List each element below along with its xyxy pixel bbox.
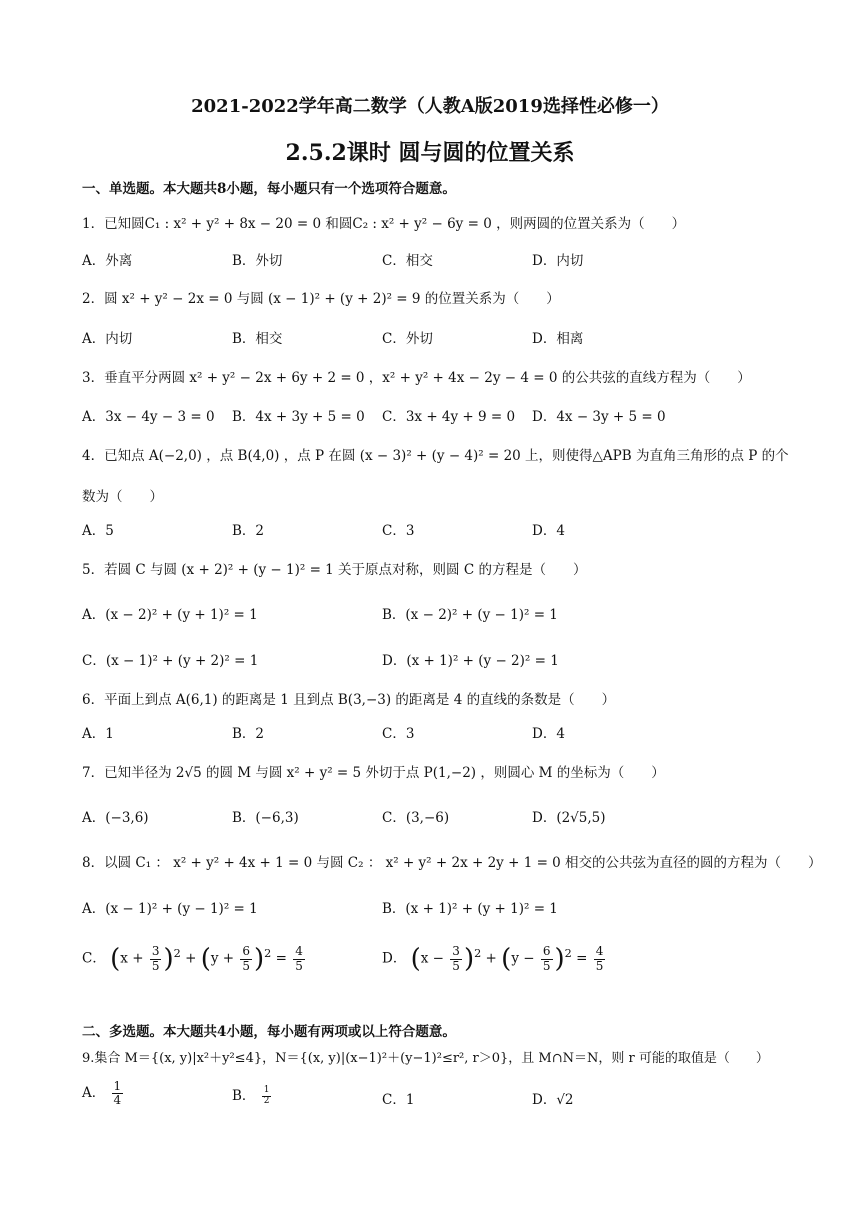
option-b: B．(x + 1)² + (y + 1)² = 1 [382,901,558,917]
question-6-stem: 6．平面上到点 A(6,1) 的距离是 1 且到点 B(3,−3) 的距离是 4 的直线的条数是（ ） [82,692,616,708]
option-b: B．外切 [232,253,283,269]
question-8-options-row2 [82,944,782,984]
option-c: C．(x − 1)² + (y + 2)² = 1 [82,653,259,669]
option-a: A．(−3,6) [82,810,149,826]
question-9-options [82,1080,782,1120]
option-d: D．4x − 3y + 5 = 0 [532,409,666,425]
question-7-options [82,806,782,826]
option-b: B．(−6,3) [232,810,299,826]
option-d: D．(2√5,5) [532,810,606,826]
fraction: $\frac{1}{4}$ [113,1079,122,1108]
option-a: A．(x − 1)² + (y − 1)² = 1 [82,901,258,917]
option-d: D．4 [532,523,565,539]
option-a-label: A． [82,1085,106,1102]
option-c: C．3x + 4y + 9 = 0 [382,409,516,425]
option-c: C．3 [382,726,415,742]
question-1-options [82,249,782,269]
option-c: C． (x + $\frac{3}{5}$ )$^2$ + (y + $\frac{6}{5}$ )$^2$ = $\frac{4}{5}$ [82,944,303,974]
section-heading-single-choice: 一、单选题。本大题共8小题，每小题只有一个选项符合题意。 [82,181,456,197]
option-c-term1: x + [120,950,144,967]
option-a [82,1080,125,1107]
option-b: B．4x + 3y + 5 = 0 [232,409,365,425]
option-c-term2: y + [210,950,235,967]
option-d: D．内切 [532,253,584,269]
question-5-options-row1 [82,603,782,623]
question-2-options [82,327,782,347]
option-d: D．(x + 1)² + (y − 2)² = 1 [382,653,559,669]
document-title: 2021-2022学年高二数学（人教A版2019选择性必修一） [191,96,669,117]
option-d-term2: y − [511,950,535,967]
fraction: $\frac{3}{5}$ [151,944,160,973]
fraction: $\frac{1}{2}$ [263,1085,270,1106]
option-a: A．外离 [82,253,133,269]
option-c: C．1 [382,1092,415,1108]
option-d-label: D． [382,950,407,967]
lesson-title: 2.5.2课时 圆与圆的位置关系 [285,140,575,166]
fraction: $\frac{6}{5}$ [242,944,251,973]
fraction: $\frac{6}{5}$ [542,944,551,973]
option-a: A．1 [82,726,114,742]
option-b: B．2 [232,523,265,539]
option-b: B．2 [232,726,265,742]
option-c: C．(3,−6) [382,810,450,826]
fraction: $\frac{3}{5}$ [452,944,460,973]
question-6-options [82,722,782,742]
fraction: $\frac{4}{5}$ [295,944,303,973]
option-a: A．5 [82,523,114,539]
fraction: $\frac{4}{5}$ [595,944,604,973]
question-9-stem: 9.集合 M＝{(x, y)|x²＋y²≤4}，N＝{(x, y)|(x−1)²＋(y−1)²≤r², r＞0}，且 M∩N＝N，则 r 可能的取值是（ ） [82,1051,769,1066]
question-8-stem: 8．以圆 C₁ ： x² + y² + 4x + 1 = 0 与圆 C₂ ： x² + y² + 2x + 2y + 1 = 0 相交的公共弦为直径的圆的方程为（ ） [82,855,822,871]
question-5-options-row2 [82,649,782,669]
section-heading-multiple-choice: 二、多选题。本大题共4小题，每小题有两项或以上符合题意。 [82,1024,456,1040]
option-d: D． (x − $\frac{3}{5}$ )$^2$ + (y − $\frac{6}{5}$ )$^2$ = $\frac{4}{5}$ [382,944,604,974]
question-5-stem: 5．若圆 C 与圆 (x + 2)² + (y − 1)² = 1 关于原点对称，则圆 C 的方程是（ ） [82,562,587,578]
question-4-options [82,519,782,539]
question-3-stem: 3．垂直平分两圆 x² + y² − 2x + 6y + 2 = 0 ，x² + y² + 4x − 2y − 4 = 0 的公共弦的直线方程为（ ） [82,370,751,386]
option-b [232,1084,273,1107]
option-d: D．4 [532,726,565,742]
option-d: D．相离 [532,331,584,347]
option-d-term1: x − [420,950,444,967]
option-b: B．相交 [232,331,283,347]
question-4-stem-continued: 数为（ ） [82,489,163,505]
option-c-label: C． [82,950,106,967]
option-c: C．相交 [382,253,433,269]
option-a: A．3x − 4y − 3 = 0 [82,409,215,425]
option-c: C．3 [382,523,415,539]
option-a: A．内切 [82,331,133,347]
question-1-stem: 1．已知圆C₁ : x² + y² + 8x − 20 = 0 和圆C₂ : x² + y² − 6y = 0 ，则两圆的位置关系为（ ） [82,216,686,232]
question-8-options-row1 [82,897,782,917]
option-b-label: B． [232,1088,256,1104]
option-a: A．(x − 2)² + (y + 1)² = 1 [82,607,258,623]
question-3-options [82,405,782,425]
option-c: C．外切 [382,331,433,347]
question-7-stem: 7．已知半径为 2√5 的圆 M 与圆 x² + y² = 5 外切于点 P(1,−2) ，则圆心 M 的坐标为（ ） [82,765,665,781]
question-4-stem: 4．已知点 A(−2,0) ，点 B(4,0) ，点 P 在圆 (x − 3)² + (y − 4)² = 20 上，则使得△APB 为直角三角形的点 P 的个 [82,448,789,464]
option-d: D．√2 [532,1092,574,1108]
question-2-stem: 2．圆 x² + y² − 2x = 0 与圆 (x − 1)² + (y + 2)² = 9 的位置关系为（ ） [82,291,560,307]
option-b: B．(x − 2)² + (y − 1)² = 1 [382,607,558,623]
